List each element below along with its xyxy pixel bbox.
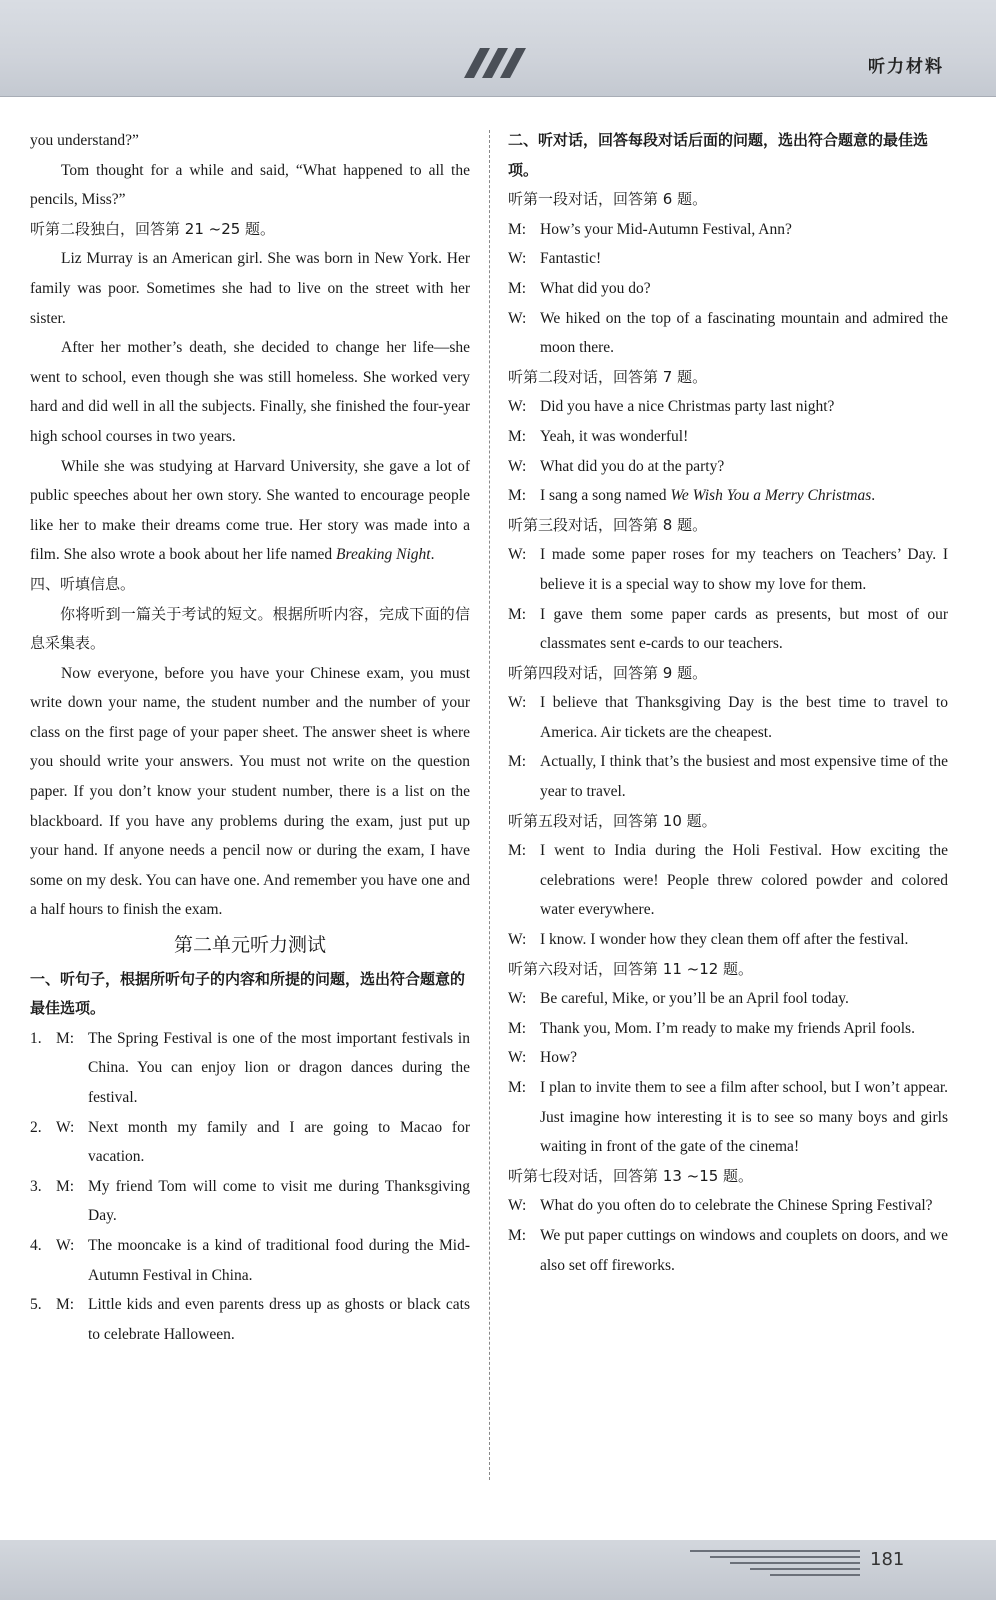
header-title: 听力材料 [868,57,944,77]
dialogue-line: W: We hiked on the top of a fascinating mountain and admired the moon there. [508,309,948,357]
sentence-list [30,1024,470,1350]
song-title: We Wish You a Merry Christmas [670,487,872,505]
dialogue-line: W: I believe that Thanksgiving Day is the best time to travel to America. Air tickets are the cheapest. [508,694,948,741]
dialogue-line: W: Be careful, Mike, or you’ll be an April fool today. [508,990,849,1008]
dialogue-line: M: What did you do? [508,279,651,297]
section-instruction: 听第二段独白，回答第 21 ~25 题。 [30,219,276,238]
list-item: 5. M: Little kids and even parents dress up as ghosts or black cats to celebrate Halloween. [30,1296,470,1343]
dialogue-heading: 听第五段对话，回答第 10 题。 [508,811,717,830]
footer-stripes-decoration [690,1546,860,1578]
dialogue-line: M: I gave them some paper cards as presents, but most of our classmates sent e-cards to our teachers. [508,605,948,653]
section-instruction: 你将听到一篇关于考试的短文。根据所听内容，完成下面的信息采集表。 [30,604,470,653]
left-column [30,126,470,1349]
dialogue-heading: 听第一段对话，回答第 6 题。 [508,190,708,209]
dialogue-line: W: What did you do at the party? [508,457,725,475]
paragraph: Liz Murray is an American girl. She was born in New York. Her family was poor. Sometimes she had to live on the street with her sister. [30,250,470,327]
dialogue-heading: 听第四段对话，回答第 9 题。 [508,663,708,682]
paragraph: Tom thought for a while and said, “What happened to all the pencils, Miss?” [30,161,470,209]
list-item: 3. M: My friend Tom will come to visit me during Thanksgiving Day. [30,1177,470,1225]
dialogue-line: M: Actually, I think that’s the busiest and most expensive time of the year to travel. [508,753,948,801]
dialogue-line: W: What do you often do to celebrate the Chinese Spring Festival? [508,1197,933,1215]
paragraph: After her mother’s death, she decided to change her life—she went to school, even though she was still homeless. She worked very hard and did well in all the subjects. Finally, she finished the four-year high school courses in two years. [30,339,470,445]
dialogue-line: W: I made some paper roses for my teachers on Teachers’ Day. I believe it is a special way to show my love for them. [508,546,948,593]
dialogue-line: M: We put paper cuttings on windows and couplets on doors, and we also set off fireworks. [508,1226,948,1274]
dialogue-line: W: I know. I wonder how they clean them off after the festival. [508,931,909,949]
dialogue-line: W: Fantastic! [508,250,602,268]
dialogue-line: M: I plan to invite them to see a film after school, but I won’t appear. Just imagine how interesting it is to see so many boys and girls waiting in front of the gate of the cinema! [508,1079,948,1156]
dialogue-heading: 听第二段对话，回答第 7 题。 [508,367,708,386]
paragraph-end: . [430,546,435,564]
dialogue-heading: 听第七段对话，回答第 13 ~15 题。 [508,1166,754,1185]
dialogue-line: M: How’s your Mid-Autumn Festival, Ann? [508,220,792,238]
unit-title: 第二单元听力测试 [173,934,326,957]
text-line: you understand?” [30,132,139,149]
page-footer [0,1540,996,1600]
section-heading: 四、听填信息。 [30,574,136,593]
header-stripes-decoration [450,48,540,78]
paragraph-text: While she was studying at Harvard University, she gave a lot of public speeches about her own story. She wanted to encourage people like her to make their dreams come true. Her story was made into a film. She also wrote a book about her life named [30,457,470,564]
dialogue-line: M: Yeah, it was wonderful! [508,427,689,445]
paragraph: Now everyone, before you have your Chinese exam, you must write down your name, the student number and the number of your class on the first page of your paper sheet. The answer sheet is where you should write your answers. You must not write on the question paper. If you don’t know your student number, there is a list on the blackboard. If you have any problems during the exam, just put up your hand. If anyone needs a pencil now or during the exam, I have some on my desk. You can have one. And remember you have one and a half hours to finish the exam. [30,664,470,919]
dialogue-heading: 听第六段对话，回答第 11 ~12 题。 [508,959,754,978]
column-divider [489,130,490,1480]
dialogue-line: M: Thank you, Mom. I’m ready to make my friends April fools. [508,1019,915,1037]
dialogue-line: W: How? [508,1049,578,1067]
paragraph [30,452,470,570]
right-column [508,126,948,1280]
list-item: 1. M: The Spring Festival is one of the most important festivals in China. You can enjoy lion or dragon dances during the festival. [30,1029,470,1106]
dialogue-line: M: I went to India during the Holi Festival. How exciting the celebrations were! People threw colored powder and colored water everywhere. [508,842,948,919]
page-number: 181 [870,1549,905,1570]
book-title: Breaking Night [336,546,431,564]
list-item: 4. W: The mooncake is a kind of traditional food during the Mid-Autumn Festival in China. [30,1236,470,1284]
dialogue-line: W: Did you have a nice Christmas party last night? [508,398,835,416]
section-heading: 二、听对话，回答每段对话后面的问题，选出符合题意的最佳选项。 [508,131,929,179]
list-item: 2. W: Next month my family and I are going to Macao for vacation. [30,1118,470,1166]
dialogue-heading: 听第三段对话，回答第 8 题。 [508,515,708,534]
dialogue-line: M: I sang a song named We Wish You a Merry Christmas. [508,487,876,505]
section-heading: 一、听句子，根据所听句子的内容和所提的问题，选出符合题意的最佳选项。 [30,969,466,1018]
page-header [0,0,996,97]
